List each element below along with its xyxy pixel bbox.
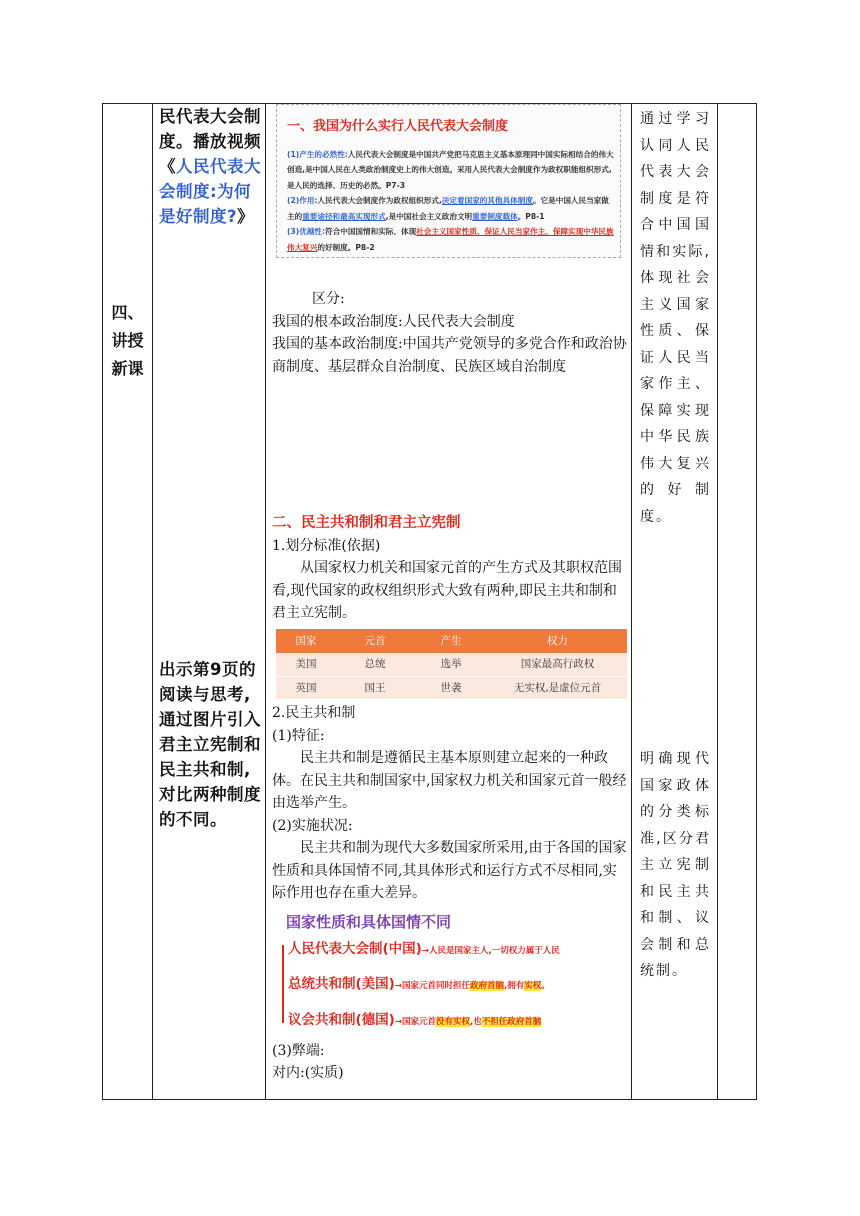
teacher-activity-cell: [153, 104, 266, 1100]
design-intent-2: 明确现代国家政体的分类标准,区分君主立宪制和民主共和制、议会制和总统制。: [640, 751, 711, 979]
activity-reading: 出示第9页的阅读与思考,通过图片引入君主立宪制和民主共和制,对比两种制度的不同。: [159, 660, 261, 829]
part2-heading: 二、民主共和制和君主立宪制: [272, 515, 461, 531]
inner-label: 对内:(实质): [272, 1065, 344, 1081]
table-row: 英国 国王 世袭 无实权,是虚位元首: [276, 676, 627, 700]
status-text: 民主共和制为现代大多数国家所采用,由于各国的国家性质和具体国情不同,其具体形式和运行方式不尽相同,实际作用也存在重大差异。: [272, 840, 627, 901]
diagram-row-china: 人民代表大会制(中国)→人民是国家主人,一切权力属于人民: [288, 940, 560, 957]
slide-heading: 一、我国为什么实行人民代表大会制度: [287, 119, 509, 134]
drawback-label: (3)弊端:: [272, 1042, 325, 1059]
feature-label: (1)特征:: [272, 727, 325, 744]
national-conditions-diagram: [272, 905, 627, 1040]
feature-text: 民主共和制是遵循民主基本原则建立起来的一种政体。在民主共和制国家中,国家权力机关和国家元首一般经由选举产生。: [272, 750, 627, 811]
notes-cell: [718, 104, 757, 1100]
activity-video: 民代表大会制度。播放视频《人民代表大会制度:为何是好制度?》: [159, 107, 261, 226]
people-congress-slide: [276, 104, 621, 258]
table-header: 元首: [336, 629, 414, 654]
root-system-line: 我国的根本政治制度:人民代表大会制度: [272, 313, 515, 330]
lesson-plan-table: [102, 103, 757, 1100]
distinguish-label: 区分:: [312, 291, 345, 307]
design-intent-1: 通过学习认同人民代表大会制度是符合中国国情和实际,体现社会主义国家性质、保证人民当家作主、保障实现中华民族伟大复兴的好制度。: [640, 111, 711, 525]
table-header: 权力: [488, 629, 627, 654]
status-label: (2)实施状况:: [272, 817, 353, 834]
section-label: 四、 讲授 新课: [111, 303, 144, 378]
table-header: 国家: [276, 629, 336, 654]
video-title: 人民代表大会制度:为何是好制度?: [159, 157, 261, 226]
diagram-title: 国家性质和具体国情不同: [286, 912, 452, 931]
slide-point-function: (2)作用:人民代表大会制度作为政权组织形式,决定着国家的其他具体制度。它是中国人民当家做主的重要途径和最高实现形式,是中国社会主义政治文明重要制度载体。P8-1: [287, 196, 609, 221]
table-row: 美国 总统 选举 国家最高行政权: [276, 653, 627, 676]
comparison-table: [276, 629, 627, 701]
slide-point-necessity: (1)产生的必然性:人民代表大会制度是中国共产党把马克思主义基本原理同中国实际相结合的伟大创造,是中国人民在人类政治制度史上的伟大创造。采用人民代表大会制度作为政权职能组织形式,是人民的选择、历史的必然。P7-3: [287, 149, 614, 190]
basic-system-line: 我国的基本政治制度:中国共产党领导的多党合作和政治协商制度、基层群众自治制度、民族区域自治制度: [272, 336, 627, 375]
table-header: 产生: [414, 629, 488, 654]
criterion-text: 从国家权力机关和国家元首的产生方式及其职权范围看,现代国家的政权组织形式大致有两种,即民主共和制和君主立宪制。: [272, 560, 622, 621]
content-cell: [266, 104, 632, 1100]
diagram-row-germany: 议会共和制(德国)→国家元首没有实权,也不担任政府首脑: [288, 1011, 542, 1028]
design-intent-cell: [632, 104, 718, 1100]
diagram-row-usa: 总统共和制(美国)→国家元首同时担任政府首脑,拥有实权。: [288, 975, 550, 992]
criterion-heading: 1.划分标准(依据): [272, 537, 381, 554]
republic-heading: 2.民主共和制: [272, 705, 356, 721]
slide-point-advantage: (3)优越性:符合中国国情和实际、体现社会主义国家性质、保证人民当家作主、保障实现中华民族伟大复兴的好制度。P8-2: [287, 227, 614, 252]
section-cell: [103, 104, 153, 1100]
